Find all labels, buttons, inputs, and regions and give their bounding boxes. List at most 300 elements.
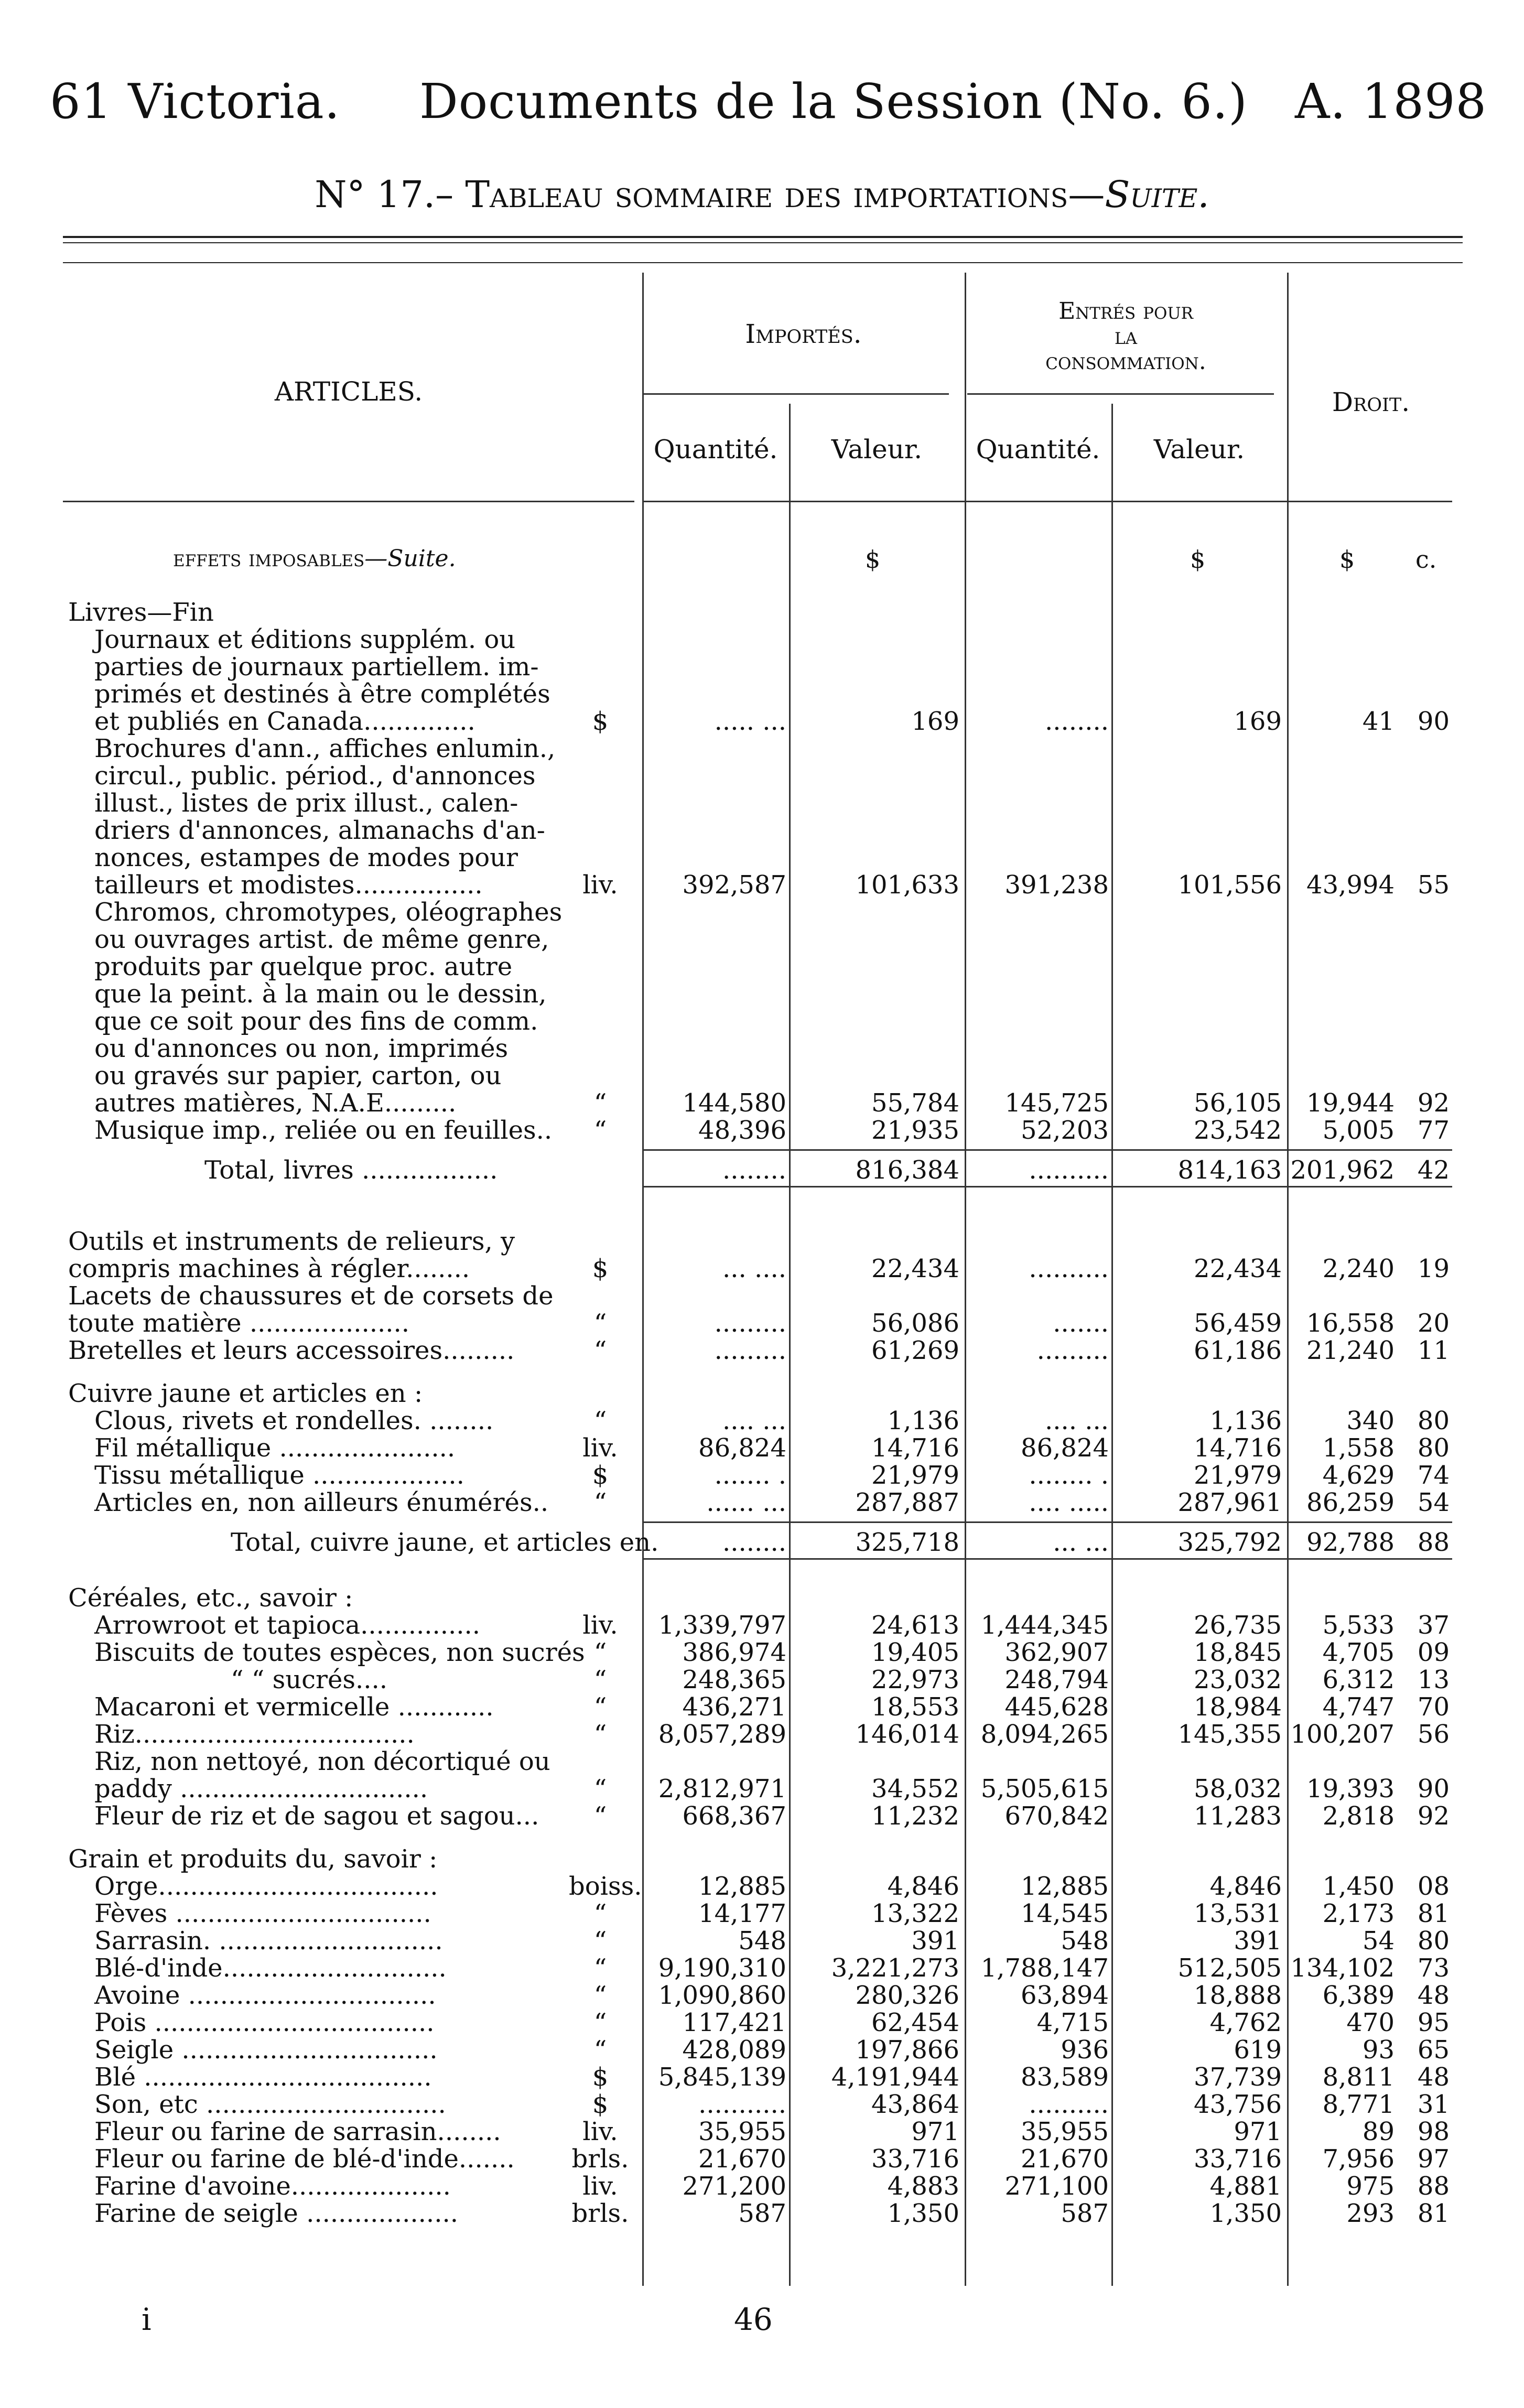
cell-qc: ... ... — [1053, 1528, 1109, 1557]
table-row — [0, 1872, 1524, 1899]
cell-dd: 340 — [1346, 1406, 1395, 1435]
cell-dc: 81 — [1417, 1899, 1450, 1928]
cell-vc: 287,961 — [1177, 1488, 1282, 1517]
article-text: ou d'annonces ou non, imprimés — [94, 1034, 509, 1063]
cell-dd: 54 — [1362, 1926, 1395, 1956]
article-text: ou gravés sur papier, carton, ou — [94, 1061, 502, 1090]
article-text: que la peint. à la main ou le dessin, — [94, 979, 547, 1009]
cell-vi: 56,086 — [871, 1309, 959, 1338]
cell-unit: “ — [593, 1720, 607, 1749]
cell-qi: 271,200 — [682, 2172, 786, 2201]
cell-qc: 587 — [1061, 2199, 1109, 2228]
cell-dd: 6,312 — [1322, 1665, 1395, 1694]
cell-qi: 436,271 — [682, 1692, 786, 1722]
cell-qc: 35,955 — [1021, 2117, 1109, 2146]
cell-dd: 8,771 — [1322, 2090, 1395, 2119]
article-text: primés et destinés à être complétés — [94, 679, 550, 709]
cell-dd: 6,389 — [1322, 1981, 1395, 2010]
cell-dd: 16,558 — [1306, 1309, 1395, 1338]
cell-dc: 80 — [1417, 1406, 1450, 1435]
cell-dd: 5,005 — [1322, 1116, 1395, 1145]
article-text: Bretelles et leurs accessoires......... — [68, 1336, 515, 1365]
cell-vi: 169 — [911, 707, 959, 736]
article-text: Son, etc .............................. — [94, 2090, 446, 2119]
article-text: Fleur ou farine de blé-d'inde....... — [94, 2144, 515, 2174]
cell-unit: brls. — [571, 2144, 629, 2174]
cell-dc: 48 — [1417, 2063, 1450, 2092]
table-row — [0, 2172, 1524, 2199]
cell-vi: 971 — [911, 2117, 959, 2146]
cell-dd: 4,747 — [1322, 1692, 1395, 1722]
article-text: Seigle ................................ — [94, 2035, 438, 2065]
cell-qc: 548 — [1061, 1926, 1109, 1956]
header-center: Documents de la Session (No. 6.) — [419, 73, 1248, 129]
cell-qi: ....... . — [714, 1461, 786, 1490]
cell-dd: 1,558 — [1322, 1433, 1395, 1463]
cell-vc: 23,032 — [1194, 1665, 1282, 1694]
cell-dc: 92 — [1417, 1801, 1450, 1831]
cell-vc: 18,845 — [1194, 1638, 1282, 1667]
cell-qi: 117,421 — [682, 2008, 786, 2037]
article-text: Livres—Fin — [68, 598, 214, 627]
article-text: illust., listes de prix illust., calen- — [94, 789, 518, 818]
table-row — [0, 2199, 1524, 2226]
cell-dc: 65 — [1417, 2035, 1450, 2065]
cell-dd: 92,788 — [1306, 1528, 1395, 1557]
cell-qc: ......... — [1036, 1336, 1109, 1365]
cell-vi: 4,191,944 — [831, 2063, 959, 2092]
cell-dd: 19,393 — [1306, 1774, 1395, 1804]
col-valeur-1: Valeur. — [831, 434, 923, 465]
cell-vc: 13,531 — [1194, 1899, 1282, 1928]
cell-dc: 13 — [1417, 1665, 1450, 1694]
cell-dc: 77 — [1417, 1116, 1450, 1145]
cell-vc: 391 — [1234, 1926, 1282, 1956]
cell-vi: 1,136 — [887, 1406, 959, 1435]
table-row — [0, 1611, 1524, 1638]
cell-vi: 43,864 — [871, 2090, 959, 2119]
cell-dc: 37 — [1417, 1611, 1450, 1640]
page-title — [0, 173, 1524, 216]
article-text: Fil métallique ...................... — [94, 1433, 456, 1463]
table-row — [0, 1692, 1524, 1720]
cell-vc: 11,283 — [1194, 1801, 1282, 1831]
cell-qi: 386,974 — [682, 1638, 786, 1667]
cell-dd: 41 — [1362, 707, 1395, 736]
article-text: Blé .................................... — [94, 2063, 432, 2092]
cell-dc: 48 — [1417, 1981, 1450, 2010]
article-text: parties de journaux partiellem. im- — [94, 652, 539, 682]
cell-vc: 14,716 — [1194, 1433, 1282, 1463]
cell-unit: liv. — [582, 2117, 618, 2146]
article-text: Chromos, chromotypes, oléographes — [94, 898, 563, 927]
cell-vc: 971 — [1234, 2117, 1282, 2146]
cell-vc: 23,542 — [1194, 1116, 1282, 1145]
table-row — [0, 2063, 1524, 2090]
cell-qi: 1,090,860 — [658, 1981, 786, 2010]
article-text: Riz, non nettoyé, non décortiqué ou — [94, 1747, 550, 1776]
cell-vi: 146,014 — [855, 1720, 959, 1749]
cell-vc: 43,756 — [1194, 2090, 1282, 2119]
cell-qc: 248,794 — [1004, 1665, 1109, 1694]
cell-dc: 70 — [1417, 1692, 1450, 1722]
cell-dc: 54 — [1417, 1488, 1450, 1517]
cell-vi: 22,973 — [871, 1665, 959, 1694]
top-rule — [63, 236, 1463, 238]
article-text: autres matières, N.A.E......... — [94, 1088, 457, 1118]
cell-qi: ... .... — [722, 1254, 786, 1283]
cell-vc: 56,105 — [1194, 1088, 1282, 1118]
cell-unit: liv. — [582, 870, 618, 900]
cell-qc: .... ..... — [1029, 1488, 1109, 1517]
cell-vi: 62,454 — [871, 2008, 959, 2037]
cell-vc: 58,032 — [1194, 1774, 1282, 1804]
cell-vc: 26,735 — [1194, 1611, 1282, 1640]
cell-dd: 2,240 — [1322, 1254, 1395, 1283]
cell-vi: 19,405 — [871, 1638, 959, 1667]
table-row — [0, 2117, 1524, 2144]
cell-vi: 34,552 — [871, 1774, 959, 1804]
article-text: paddy ............................... — [94, 1774, 428, 1804]
cell-vi: 4,883 — [887, 2172, 959, 2201]
cell-vi: 24,613 — [871, 1611, 959, 1640]
total-rule — [642, 1521, 1452, 1523]
article-text: Fleur ou farine de sarrasin........ — [94, 2117, 501, 2146]
cell-vi: 21,935 — [871, 1116, 959, 1145]
cell-qi: 5,845,139 — [658, 2063, 786, 2092]
cell-vi: 61,269 — [871, 1336, 959, 1365]
article-text: Grain et produits du, savoir : — [68, 1844, 438, 1874]
cell-unit: $ — [592, 2063, 609, 2092]
cell-unit: liv. — [582, 1433, 618, 1463]
cell-vi: 391 — [911, 1926, 959, 1956]
article-text: “ “ sucrés.... — [231, 1665, 388, 1694]
cell-dc: 90 — [1417, 1774, 1450, 1804]
article-text: Farine de seigle ................... — [94, 2199, 458, 2228]
cell-qc: 8,094,265 — [980, 1720, 1109, 1749]
cell-qc: 362,907 — [1004, 1638, 1109, 1667]
col-articles: ARTICLES. — [274, 376, 423, 407]
article-text: Céréales, etc., savoir : — [68, 1583, 353, 1613]
article-text: driers d'annonces, almanachs d'an- — [94, 816, 545, 845]
cell-qc: .... ... — [1044, 1406, 1109, 1435]
cell-vc: 21,979 — [1194, 1461, 1282, 1490]
cell-unit: $ — [592, 1461, 609, 1490]
cell-qc: 1,788,147 — [980, 1953, 1109, 1983]
cell-unit: “ — [593, 1981, 607, 2010]
cell-dd: 1,450 — [1322, 1872, 1395, 1901]
cell-dc: 31 — [1417, 2090, 1450, 2119]
cell-qc: 86,824 — [1021, 1433, 1109, 1463]
article-text: Clous, rivets et rondelles. ........ — [94, 1406, 494, 1435]
cell-dc: 92 — [1417, 1088, 1450, 1118]
cell-dd: 7,956 — [1322, 2144, 1395, 2174]
table-row — [0, 707, 1524, 734]
header-right: A. 1898 — [1295, 73, 1487, 129]
cell-vc: 4,846 — [1209, 1872, 1282, 1901]
cell-unit: “ — [593, 1953, 607, 1983]
article-text: ou ouvrages artist. de même genre, — [94, 925, 549, 954]
cell-qi: ..... ... — [714, 707, 786, 736]
cell-vc: 101,556 — [1177, 870, 1282, 900]
cell-vi: 325,718 — [855, 1528, 959, 1557]
cell-dc: 11 — [1417, 1336, 1450, 1365]
cell-vi: 287,887 — [855, 1488, 959, 1517]
top-rule-2 — [63, 242, 1463, 243]
cell-vi: 101,633 — [855, 870, 959, 900]
cell-dd: 4,705 — [1322, 1638, 1395, 1667]
col-importes: Importés. — [745, 319, 862, 349]
cell-qi: 428,089 — [682, 2035, 786, 2065]
cell-qc: 145,725 — [1004, 1088, 1109, 1118]
cell-vi: 13,322 — [871, 1899, 959, 1928]
article-text: produits par quelque proc. autre — [94, 952, 513, 981]
table-row — [0, 1488, 1524, 1515]
cell-vi: 21,979 — [871, 1461, 959, 1490]
cell-qi: ......... — [714, 1309, 786, 1338]
cell-dd: 93 — [1362, 2035, 1395, 2065]
cell-qi: 9,190,310 — [658, 1953, 786, 1983]
cell-vi: 4,846 — [887, 1872, 959, 1901]
cell-qi: 548 — [738, 1926, 786, 1956]
cell-dc: 80 — [1417, 1926, 1450, 1956]
article-text: et publiés en Canada.............. — [94, 707, 475, 736]
cell-qc: 21,670 — [1021, 2144, 1109, 2174]
cell-unit: $ — [592, 707, 609, 736]
article-text: Sarrasin. ............................ — [94, 1926, 443, 1956]
cell-dc: 19 — [1417, 1254, 1450, 1283]
article-text: Fleur de riz et de sagou et sagou... — [94, 1801, 539, 1831]
table-row — [0, 1899, 1524, 1926]
title-text: N° 17.– Tableau sommaire des importations— — [315, 173, 1105, 216]
cell-dd: 89 — [1362, 2117, 1395, 2146]
cell-dd: 21,240 — [1306, 1336, 1395, 1365]
cell-dd: 19,944 — [1306, 1088, 1395, 1118]
cell-dc: 74 — [1417, 1461, 1450, 1490]
cell-dd: 100,207 — [1290, 1720, 1395, 1749]
table-row — [0, 1156, 1524, 1183]
col-entres-3: consommation. — [1045, 348, 1206, 375]
article-text: Blé-d'inde............................ — [94, 1953, 447, 1983]
article-text: Pois ................................... — [94, 2008, 435, 2037]
cell-qc: 12,885 — [1021, 1872, 1109, 1901]
cell-qi: 48,396 — [698, 1116, 786, 1145]
table-row — [0, 1926, 1524, 1956]
table-row — [0, 2144, 1524, 2172]
currency-droit: $ — [1339, 545, 1355, 574]
cell-vc: 619 — [1234, 2035, 1282, 2065]
total-rule — [642, 1149, 1452, 1151]
cell-vi: 197,866 — [855, 2035, 959, 2065]
cell-dd: 293 — [1346, 2199, 1395, 2228]
cell-unit: “ — [593, 1116, 607, 1145]
cell-qi: .... ... — [722, 1406, 786, 1435]
cell-qc: 4,715 — [1036, 2008, 1109, 2037]
cell-qc: 5,505,615 — [980, 1774, 1109, 1804]
col-quantite-1: Quantité. — [653, 434, 778, 465]
cell-dd: 134,102 — [1290, 1953, 1395, 1983]
cell-qc: ........ . — [1029, 1461, 1109, 1490]
cell-qc: .......... — [1029, 1254, 1109, 1283]
table-row — [0, 2090, 1524, 2117]
article-text: Brochures d'ann., affiches enlumin., — [94, 734, 556, 763]
article-text: circul., public. périod., d'annonces — [94, 761, 536, 791]
cell-qi: 248,365 — [682, 1665, 786, 1694]
cell-unit: “ — [593, 2035, 607, 2065]
cell-qi: 12,885 — [698, 1872, 786, 1901]
table-row — [0, 1433, 1524, 1461]
cell-vc: 22,434 — [1194, 1254, 1282, 1283]
cell-qi: 144,580 — [682, 1088, 786, 1118]
article-text: Musique imp., reliée ou en feuilles.. — [94, 1116, 553, 1145]
article-text: que ce soit pour des fins de comm. — [94, 1007, 538, 1036]
cell-qc: .......... — [1029, 2090, 1109, 2119]
cell-vi: 22,434 — [871, 1254, 959, 1283]
footer-left: i — [142, 2302, 152, 2337]
table-row — [0, 1981, 1524, 2008]
section-title-text: effets imposables — [173, 545, 365, 572]
cell-unit: $ — [592, 1254, 609, 1283]
table-row — [0, 1665, 1524, 1692]
currency-cents: c. — [1415, 545, 1437, 574]
cell-qi: ........... — [698, 2090, 786, 2119]
cell-vi: 11,232 — [871, 1801, 959, 1831]
cell-qi: ........ — [722, 1528, 786, 1557]
cell-dc: 09 — [1417, 1638, 1450, 1667]
cell-dd: 975 — [1346, 2172, 1395, 2201]
cell-unit: “ — [593, 1665, 607, 1694]
cell-vi: 816,384 — [855, 1156, 959, 1185]
cell-qi: ........ — [722, 1156, 786, 1185]
cell-vi: 3,221,273 — [831, 1953, 959, 1983]
cell-dc: 88 — [1417, 2172, 1450, 2201]
page-number: 46 — [734, 2302, 773, 2337]
cell-qi: 14,177 — [698, 1899, 786, 1928]
table-row — [0, 1801, 1524, 1829]
cell-dc: 80 — [1417, 1433, 1450, 1463]
cell-dc: 55 — [1417, 870, 1450, 900]
table-row — [0, 1116, 1524, 1143]
cell-qc: 52,203 — [1021, 1116, 1109, 1145]
article-text: toute matière .................... — [68, 1309, 409, 1338]
cell-unit: “ — [593, 1309, 607, 1338]
cell-dc: 08 — [1417, 1872, 1450, 1901]
article-text: Journaux et éditions supplém. ou — [94, 625, 516, 654]
table-row — [0, 1309, 1524, 1336]
col-valeur-2: Valeur. — [1153, 434, 1245, 465]
cell-unit: brls. — [571, 2199, 629, 2228]
cell-unit: “ — [593, 1692, 607, 1722]
table-row — [0, 1720, 1524, 1747]
col-quantite-2: Quantité. — [976, 434, 1100, 465]
cell-vc: 1,136 — [1209, 1406, 1282, 1435]
cell-dc: 56 — [1417, 1720, 1450, 1749]
header-bottom-rule — [63, 501, 634, 502]
col-droit: Droit. — [1332, 387, 1410, 417]
table-row — [0, 1254, 1524, 1281]
cell-vc: 33,716 — [1194, 2144, 1282, 2174]
article-text: tailleurs et modistes................ — [94, 870, 483, 900]
cell-dc: 98 — [1417, 2117, 1450, 2146]
currency-valeur-1: $ — [865, 545, 881, 574]
cell-dc: 20 — [1417, 1309, 1450, 1338]
title-suite: Suite. — [1105, 173, 1209, 216]
cell-unit: “ — [593, 2008, 607, 2037]
cell-unit: liv. — [582, 2172, 618, 2201]
cell-unit: “ — [593, 1774, 607, 1804]
cell-dd: 8,811 — [1322, 2063, 1395, 2092]
cell-qc: 1,444,345 — [980, 1611, 1109, 1640]
cell-vc: 325,792 — [1177, 1528, 1282, 1557]
cell-dd: 201,962 — [1290, 1156, 1395, 1185]
cell-dd: 2,818 — [1322, 1801, 1395, 1831]
cell-vc: 145,355 — [1177, 1720, 1282, 1749]
cell-unit: “ — [593, 1088, 607, 1118]
cell-dc: 88 — [1417, 1528, 1450, 1557]
col-entres — [965, 299, 1287, 374]
importes-rule — [642, 393, 949, 395]
article-text: Orge................................... — [94, 1872, 438, 1901]
cell-unit: liv. — [582, 1611, 618, 1640]
cell-qi: 1,339,797 — [658, 1611, 786, 1640]
cell-qi: 2,812,971 — [658, 1774, 786, 1804]
cell-vc: 61,186 — [1194, 1336, 1282, 1365]
table-row — [0, 1638, 1524, 1665]
cell-qi: 587 — [738, 2199, 786, 2228]
article-text: Farine d'avoine.................... — [94, 2172, 451, 2201]
cell-vc: 814,163 — [1177, 1156, 1282, 1185]
top-rule-3 — [63, 262, 1463, 263]
cell-qc: ....... — [1053, 1309, 1109, 1338]
cell-unit: “ — [593, 1488, 607, 1517]
cell-dc: 73 — [1417, 1953, 1450, 1983]
cell-dd: 4,629 — [1322, 1461, 1395, 1490]
cell-qc: 83,589 — [1021, 2063, 1109, 2092]
cell-qc: 63,894 — [1021, 1981, 1109, 2010]
cell-vi: 18,553 — [871, 1692, 959, 1722]
cell-dc: 90 — [1417, 707, 1450, 736]
table-row — [0, 1461, 1524, 1488]
cell-unit: “ — [593, 1406, 607, 1435]
header-bottom-rule-2 — [642, 501, 1452, 502]
cell-vi: 33,716 — [871, 2144, 959, 2174]
cell-unit: “ — [593, 1926, 607, 1956]
cell-qi: 35,955 — [698, 2117, 786, 2146]
cell-unit: “ — [593, 1638, 607, 1667]
cell-qi: 8,057,289 — [658, 1720, 786, 1749]
cell-vc: 512,505 — [1177, 1953, 1282, 1983]
cell-vc: 169 — [1234, 707, 1282, 736]
cell-dc: 95 — [1417, 2008, 1450, 2037]
article-text: Tissu métallique ................... — [94, 1461, 464, 1490]
cell-vc: 37,739 — [1194, 2063, 1282, 2092]
cell-vc: 56,459 — [1194, 1309, 1282, 1338]
section-title-suite: —Suite. — [364, 545, 456, 572]
cell-qi: 21,670 — [698, 2144, 786, 2174]
article-text: Cuivre jaune et articles en : — [68, 1379, 423, 1408]
cell-unit: boiss. — [569, 1872, 642, 1901]
table-row — [0, 1088, 1524, 1116]
total-rule-bottom — [642, 1186, 1452, 1187]
cell-qc: 445,628 — [1004, 1692, 1109, 1722]
cell-unit: “ — [593, 1899, 607, 1928]
table-row — [0, 1953, 1524, 1981]
article-text: Macaroni et vermicelle ............ — [94, 1692, 494, 1722]
cell-vc: 4,762 — [1209, 2008, 1282, 2037]
cell-dc: 81 — [1417, 2199, 1450, 2228]
cell-vc: 18,984 — [1194, 1692, 1282, 1722]
cell-qi: 668,367 — [682, 1801, 786, 1831]
